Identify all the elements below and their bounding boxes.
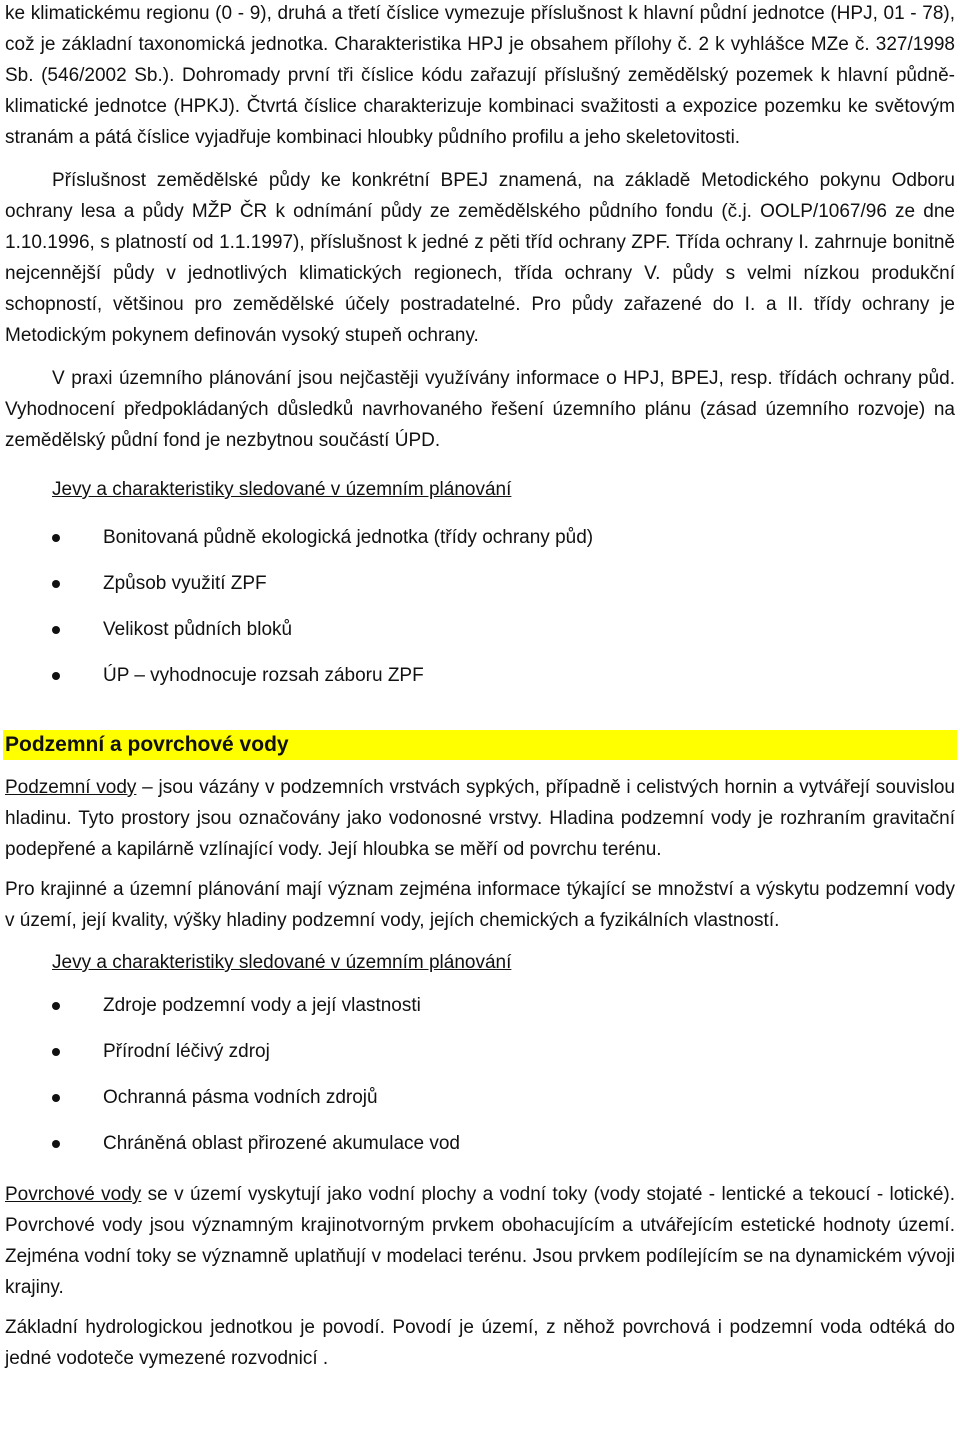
paragraph-bpej-code: ke klimatickému regionu (0 - 9), druhá a třetí číslice vymezuje příslušnost k hlavní půdní jednotce (HPJ, 01 - 78), což je základní taxonomická jednotka. Charakteristika HPJ je obsahem přílohy č. 2 k vyhlášce MZe č. 327/1998 Sb. (546/2002 Sb.). Dohromady první tři číslice kódu zařazují příslušný zemědělský pozemek k hlavní půdně-klimatické jednotce (HPKJ). Čtvrtá číslice charakterizuje kombinaci svažitosti a expozice pozemku ke světovým stranám a pátá číslice vyjadřuje kombinaci hloubky půdního profilu a jeho skeletovitosti. — [5, 3, 955, 148]
water-phenomena-list — [5, 983, 955, 1167]
paragraph-groundwater-planning: Pro krajinné a územní plánování mají význam zejména informace týkající se množství a výskytu podzemní vody v území, její kvality, výšky hladiny podzemní vody, jejích chemických a fyzikálních vlastností. — [5, 879, 955, 931]
bullet-icon — [52, 580, 60, 588]
bullet-icon — [52, 1140, 60, 1148]
list-item: Přírodní léčivý zdroj — [5, 1029, 955, 1075]
bullet-icon — [52, 1048, 60, 1056]
water-list-heading: Jevy a charakteristiky sledované v územním plánování — [52, 952, 512, 973]
bullet-icon — [52, 534, 60, 542]
bullet-icon — [52, 626, 60, 634]
section-title: Podzemní a povrchové vody — [3, 730, 957, 760]
term-groundwater: Podzemní vody — [5, 777, 137, 798]
list-item: Bonitovaná půdně ekologická jednotka (třídy ochrany půd) — [5, 515, 955, 561]
paragraph-watershed: Základní hydrologickou jednotkou je povodí. Povodí je území, z něhož povrchová i podzemní voda odtéká do jedné vodoteče vymezené rozvodnicí . — [5, 1317, 955, 1369]
bullet-icon — [52, 1002, 60, 1010]
paragraph-protection-classes: Příslušnost zemědělské půdy ke konkrétní BPEJ znamená, na základě Metodického pokynu Odboru ochrany lesa a půdy MŽP ČR k odnímání půdy ze zemědělského půdního fondu (č.j. OOLP/1067/96 ze dne 1.10.1996, s platností od 1.1.1997), příslušnost k jedné z pěti tříd ochrany ZPF. Třída ochrany I. zahrnuje bonitně nejcennější půdy v jednotlivých klimatických regionech, třída ochrany V. půdy s velmi nízkou produkční schopností, většinou pro zemědělské účely postradatelné. Pro půdy zařazené do I. a II. třídy ochrany je Metodickým pokynem definován vysoký stupeň ochrany. — [5, 170, 955, 346]
bullet-icon — [52, 1094, 60, 1102]
paragraph-surface-water: Povrchové vody se v území vyskytují jako vodní plochy a vodní toky (vody stojaté - lentické a tekoucí - lotické). Povrchové vody jsou významným krajinotvorným prvkem obohacujícím a utvářejícím estetické hodnoty území. Zejména vodní toky se významně uplatňují v modelaci terénu. Jsou prvkem podílejícím se na dynamickém vývoji krajiny. — [5, 1184, 956, 1298]
list-item: Způsob využití ZPF — [5, 561, 955, 607]
list-item: Zdroje podzemní vody a její vlastnosti — [5, 983, 955, 1029]
list-item: Ochranná pásma vodních zdrojů — [5, 1075, 955, 1121]
list-item: Velikost půdních bloků — [5, 607, 955, 653]
paragraph-groundwater: Podzemní vody – jsou vázány v podzemních vrstvách sypkých, případně i celistvých hornin a vytvářejí souvislou hladinu. Tyto prostory jsou označovány jako vodonosné vrstvy. Hladina podzemní vody je rozhraním gravitační podepřené a kapilárně vzlínající vody. Její hloubka se měří od povrchu terénu. — [5, 777, 955, 860]
list-item: ÚP – vyhodnocuje rozsah záboru ZPF — [5, 653, 955, 699]
list-item: Chráněná oblast přirozené akumulace vod — [5, 1121, 955, 1167]
soil-phenomena-list — [5, 515, 955, 699]
term-surface-water: Povrchové vody — [5, 1184, 142, 1205]
bullet-icon — [52, 672, 60, 680]
paragraph-planning-practice: V praxi územního plánování jsou nejčastěji využívány informace o HPJ, BPEJ, resp. třídách ochrany půd. Vyhodnocení předpokládaných důsledků navrhovaného řešení územního plánu (zásad územního rozvoje) na zemědělský půdní fond je nezbytnou součástí ÚPD. — [5, 368, 955, 451]
soil-list-heading: Jevy a charakteristiky sledované v územním plánování — [52, 479, 512, 500]
